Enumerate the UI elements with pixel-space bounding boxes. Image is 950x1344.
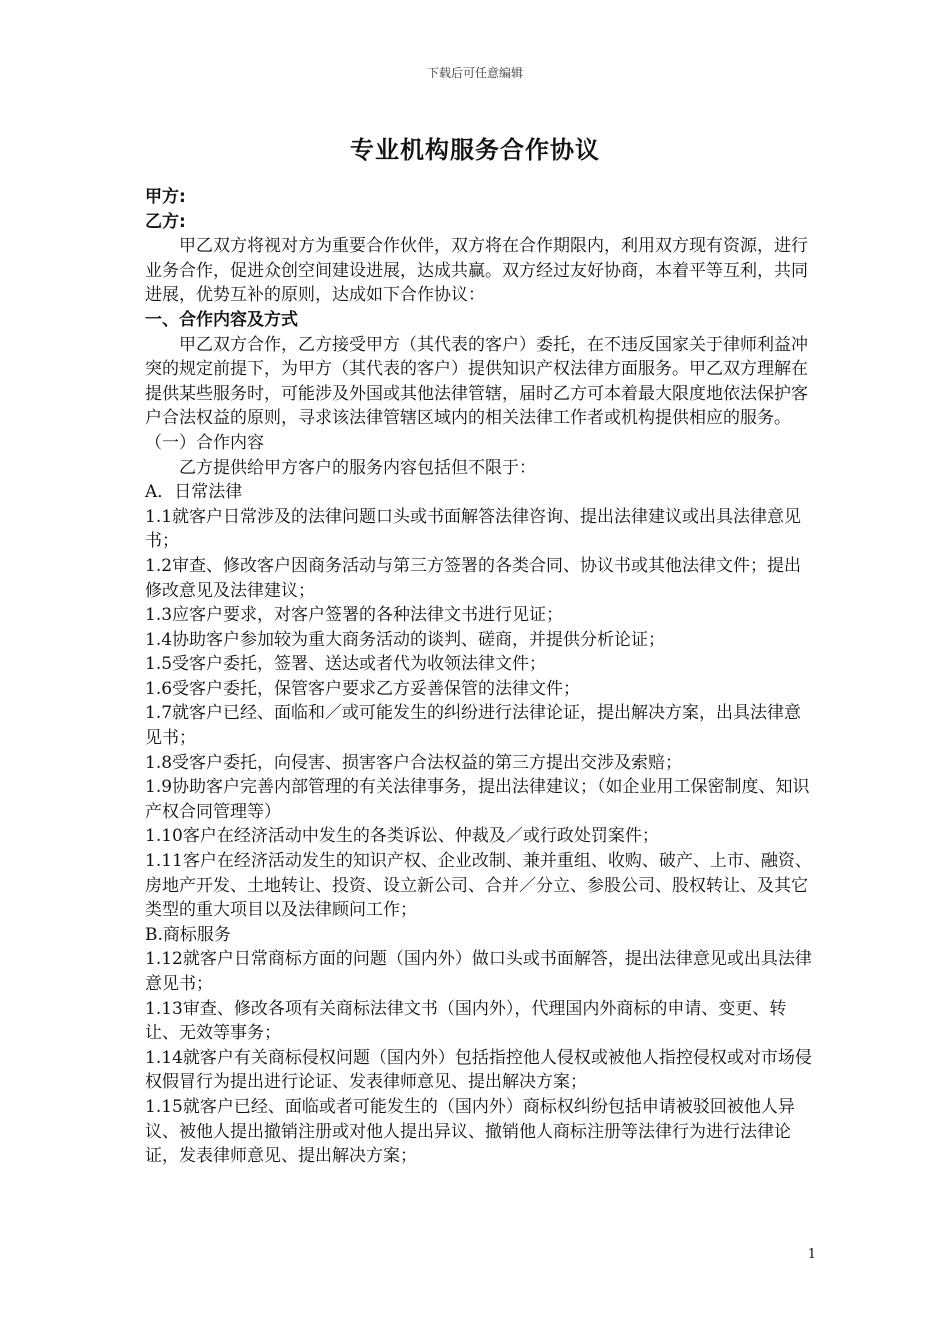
list-item: 1.12就客户日常商标方面的问题（国内外）做口头或书面解答，提出法律意见或出具法律意见书； bbox=[145, 949, 812, 994]
list-item: 1.8受客户委托，向侵害、损害客户合法权益的第三方提出交涉及索赔； bbox=[145, 752, 683, 773]
list-item: 1.9协助客户完善内部管理的有关法律事务，提出法律建议；（如企业用工保密制度、知识产权合同管理等） bbox=[145, 777, 810, 822]
list-item: 1.4协助客户参加较为重大商务活动的谈判、磋商，并提供分析论证； bbox=[145, 629, 666, 650]
list-item: 1.3应客户要求，对客户签署的各种法律文书进行见证； bbox=[145, 605, 564, 626]
list-item: 1.15就客户已经、面临或者可能发生的（国内外）商标权纠纷包括申请被驳回被他人异议、被他人提出撤销注册或对他人提出异议、撤销他人商标注册等法律行为进行法律论证，发表律师意见、提出解决方案； bbox=[145, 1096, 795, 1167]
document-body bbox=[145, 185, 815, 1169]
category-b-heading: B.商标服务 bbox=[145, 924, 231, 945]
list-item: 1.5受客户委托，签署、送达或者代为收领法律文件； bbox=[145, 654, 547, 675]
page-number: 1 bbox=[807, 1247, 816, 1262]
party-a-label: 甲方: bbox=[145, 187, 186, 207]
list-item: 1.11客户在经济活动发生的知识产权、企业改制、兼并重组、收购、破产、上市、融资、房地产开发、土地转让、投资、设立新公司、合并／分立、参股公司、股权转让、及其它类型的重大项目以及法律顾问工作； bbox=[145, 851, 812, 921]
list-item: 1.2审查、修改客户因商务活动与第三方签署的各类合同、协议书或其他法律文件；提出修改意见及法律建议； bbox=[145, 555, 802, 601]
list-item: 1.7就客户已经、面临和／或可能发生的纠纷进行法律论证，提出解决方案，出具法律意见书； bbox=[145, 703, 802, 749]
list-item: 1.13审查、修改各项有关商标法律文书（国内外），代理国内外商标的申请、变更、转让、无效等事务； bbox=[145, 998, 787, 1044]
list-item: 1.10客户在经济活动中发生的各类诉讼、仲裁及／或行政处罚案件； bbox=[145, 826, 659, 847]
section-paragraph: 甲乙双方合作，乙方接受甲方（其代表的客户）委托，在不违反国家关于律师利益冲突的规定前提下，为甲方（其代表的客户）提供知识产权法律方面服务。甲乙双方理解在提供某些服务时，可能涉及外国或其他法律管辖，届时乙方可本着最大限度地依法保护客户合法权益的原则，寻求该法律管辖区域内的相关法律工作者或机构提供相应的服务。 bbox=[145, 334, 808, 429]
party-b-label: 乙方: bbox=[145, 211, 186, 232]
list-item: 1.6受客户委托，保管客户要求乙方妥善保管的法律文件； bbox=[145, 678, 581, 699]
section-heading: 一、合作内容及方式 bbox=[145, 309, 298, 330]
document-title: 专业机构服务合作协议 bbox=[350, 136, 600, 164]
list-item: 1.14就客户有关商标侵权问题（国内外）包括指控他人侵权或被他人指控侵权或对市场侵权假冒行为提出进行论证、发表律师意见、提出解决方案； bbox=[145, 1047, 812, 1093]
category-a-heading: A．日常法律 bbox=[145, 482, 243, 503]
list-item: 1.1就客户日常涉及的法律问题口头或书面解答法律咨询、提出法律建议或出具法律意见书； bbox=[145, 506, 802, 552]
sub-heading: （一）合作内容 bbox=[145, 432, 264, 453]
header-note: 下载后可任意编辑 bbox=[426, 66, 523, 80]
sub-intro: 乙方提供给甲方客户的服务内容包括但不限于： bbox=[179, 457, 536, 478]
intro-paragraph: 甲乙双方将视对方为重要合作伙伴，双方将在合作期限内，利用双方现有资源，进行业务合作，促进众创空间建设进展，达成共赢。双方经过友好协商，本着平等互利，共同进展，优势互补的原则，达成如下合作协议： bbox=[145, 236, 808, 306]
